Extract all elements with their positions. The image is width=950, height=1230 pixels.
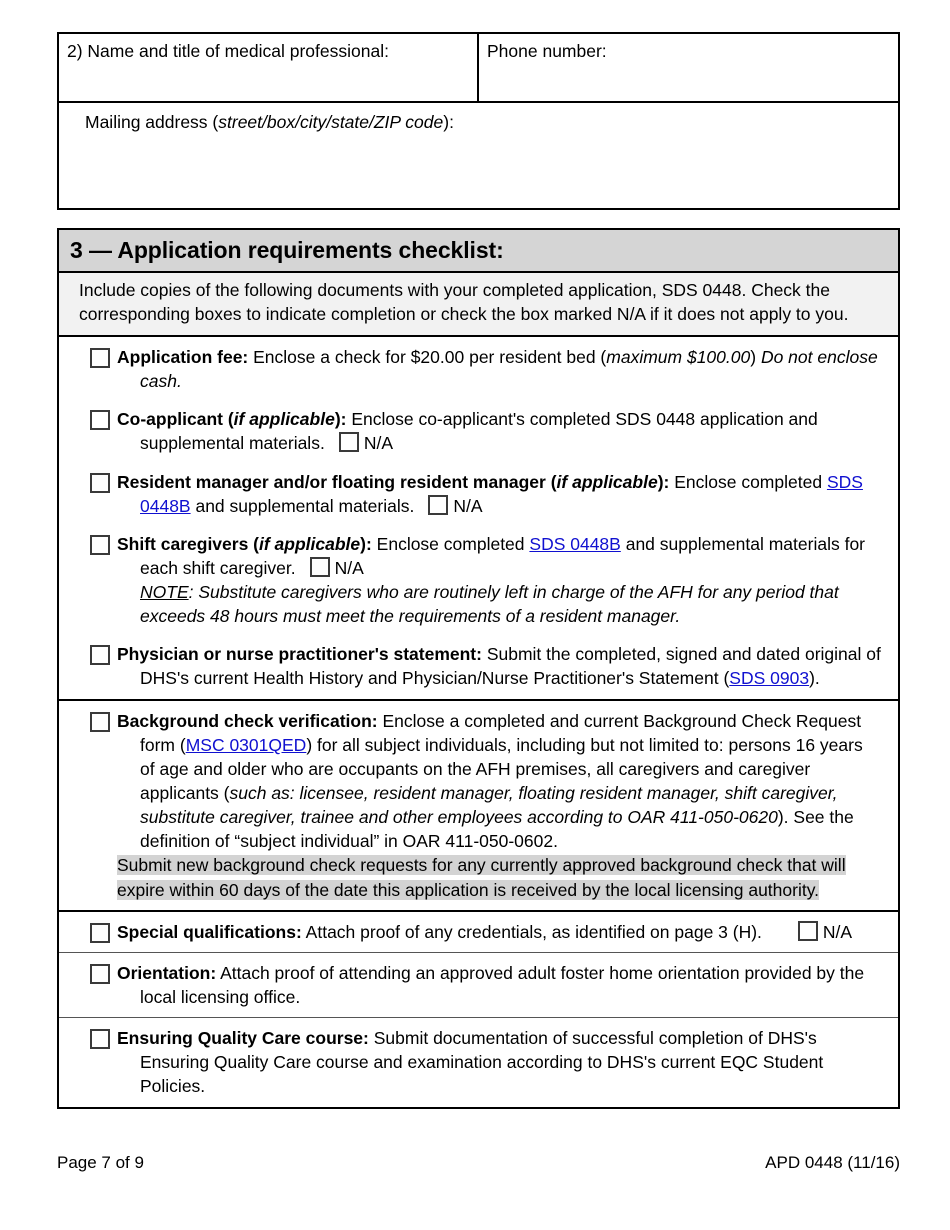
item-title-italic: if applicable	[233, 409, 335, 430]
checklist-item-background-check	[59, 709, 886, 902]
checklist-group-a	[59, 337, 898, 699]
page-footer	[57, 1153, 900, 1173]
checkbox-orientation[interactable]	[90, 964, 110, 984]
item-title-part-2: ):	[360, 533, 372, 554]
checklist-item-text	[117, 532, 882, 629]
checklist-item-co-applicant	[59, 407, 886, 455]
item-title: Application fee:	[117, 346, 249, 367]
item-text-part-2: ).	[809, 668, 820, 689]
link-sds-0448b[interactable]: SDS 0448B	[140, 471, 863, 516]
checkbox-na-shift-caregivers[interactable]	[310, 557, 330, 577]
link-sds-0448b[interactable]: SDS 0448B	[529, 533, 621, 554]
checklist-item-text	[117, 470, 882, 518]
checkbox-physician-statement[interactable]	[90, 645, 110, 665]
checkbox-special-qualifications[interactable]	[90, 923, 110, 943]
mailing-address-prefix: Mailing address (	[85, 112, 219, 132]
link-sds-0903[interactable]: SDS 0903	[729, 668, 810, 689]
mailing-address-suffix: ):	[443, 112, 454, 132]
checklist-item-ensuring-quality-care	[59, 1026, 886, 1098]
checkbox-shift-caregivers[interactable]	[90, 535, 110, 555]
item-title: Ensuring Quality Care course:	[117, 1028, 369, 1049]
item-title-part-2: ):	[657, 471, 670, 492]
item-text-part-2: and supplemental materials.	[190, 495, 415, 516]
checklist-group-background-check	[59, 699, 898, 910]
na-label: N/A	[453, 495, 483, 516]
checklist-item-text	[117, 345, 882, 393]
field-name-and-title-label: 2) Name and title of medical professional:	[67, 41, 389, 61]
item-title: Physician or nurse practitioner's statement:	[117, 644, 482, 665]
note-label: NOTE	[140, 582, 189, 603]
background-check-highlight-line	[117, 853, 882, 901]
checklist-item-text	[117, 920, 882, 944]
field-phone-number-cell[interactable]	[479, 34, 898, 101]
checklist-item-resident-manager	[59, 470, 886, 518]
checklist-item-application-fee	[59, 345, 886, 393]
checklist-item-text	[117, 1026, 882, 1098]
form-identifier: APD 0448 (11/16)	[765, 1153, 900, 1172]
item-title: Background check verification:	[117, 710, 378, 731]
item-title: Special qualifications:	[117, 921, 302, 942]
item-text-part-2: ) for all subject individuals, including but not limited to: persons 16 years of age and older who are occupants on the AFH premises, all caregivers and caregiver applicants (	[140, 734, 863, 804]
application-requirements-checklist-section	[57, 228, 900, 1109]
item-text-part-1: Enclose completed	[371, 533, 530, 554]
checkbox-background-check[interactable]	[90, 712, 110, 732]
item-text-italic: such as: licensee, resident manager, floating resident manager, shift caregiver, substitute caregiver, trainee and other employees according to OAR 411-050-0620	[140, 783, 838, 828]
item-text-italic-2: Do not enclose cash.	[140, 346, 878, 392]
item-text-part-1: Enclose completed	[669, 471, 827, 492]
checklist-item-special-qualifications	[59, 920, 886, 944]
checklist-item-shift-caregivers	[59, 532, 886, 629]
item-text: Submit documentation of successful completion of DHS's Ensuring Quality Care course and examination according to DHS's current EQC Student Policies.	[140, 1028, 824, 1097]
checklist-group-ensuring-quality-care	[59, 1017, 898, 1106]
field-phone-number-label: Phone number:	[487, 41, 607, 61]
na-label: N/A	[363, 433, 393, 454]
item-title-part-1: Co-applicant (	[117, 409, 234, 430]
checkbox-application-fee[interactable]	[90, 348, 110, 368]
item-text: Attach proof of any credentials, as identified on page 3 (H).	[301, 921, 762, 942]
link-msc-0301qed[interactable]: MSC 0301QED	[185, 734, 307, 755]
item-title-part-1: Shift caregivers (	[117, 533, 259, 554]
page-number: Page 7 of 9	[57, 1153, 144, 1172]
checklist-group-special-qualifications	[59, 910, 898, 952]
item-text-part-3: ). See the definition of “subject individual” in OAR 411-050-0602.	[140, 807, 854, 852]
item-title-part-1: Resident manager and/or floating resident manager (	[117, 471, 557, 492]
item-text: Enclose co-applicant's completed SDS 0448 application and supplemental materials.	[140, 409, 818, 454]
checkbox-co-applicant[interactable]	[90, 410, 110, 430]
item-text-part-1: Submit the completed, signed and dated original of DHS's current Health History and Physician/Nurse Practitioner's Statement (	[140, 644, 881, 689]
medical-professional-table	[57, 32, 900, 210]
checkbox-na-special-qualifications[interactable]	[798, 921, 818, 941]
item-text-part-1: Enclose a check for $20.00 per resident bed (	[248, 346, 607, 367]
item-text-part-2: and supplemental materials for each shift caregiver.	[140, 533, 865, 578]
highlighted-text: Submit new background check requests for any currently approved background check that will expire within 60 days of the date this application is received by the local licensing authority.	[117, 855, 846, 900]
section-3-header	[59, 230, 898, 273]
checklist-item-text	[117, 407, 882, 455]
checklist-item-orientation	[59, 961, 886, 1009]
note-text: : Substitute caregivers who are routinely left in charge of the AFH for any period that exceeds 48 hours must meet the requirements of a resident manager.	[140, 582, 839, 627]
item-title-italic: if applicable	[259, 533, 361, 554]
checklist-item-physician-statement	[59, 642, 886, 690]
item-text-part-2: )	[750, 346, 761, 367]
checkbox-na-resident-manager[interactable]	[428, 495, 448, 515]
checkbox-na-co-applicant[interactable]	[339, 432, 359, 452]
section-3-instructions	[59, 273, 898, 337]
checkbox-resident-manager[interactable]	[90, 473, 110, 493]
table-row	[59, 34, 898, 103]
section-3-instructions-text: Include copies of the following documents with your completed application, SDS 0448. Check the corresponding boxes to indicate completion or check the box marked N/A if it does not apply to you.	[79, 280, 849, 324]
field-name-and-title-cell[interactable]	[59, 34, 479, 101]
mailing-address-format-hint: street/box/city/state/ZIP code	[218, 112, 444, 132]
item-title-italic: if applicable	[556, 471, 658, 492]
field-mailing-address-cell[interactable]	[59, 103, 898, 208]
na-label: N/A	[334, 557, 364, 578]
na-label: N/A	[822, 921, 853, 942]
item-text-italic-1: maximum $100.00	[606, 346, 751, 367]
item-title: Orientation:	[117, 962, 217, 983]
checklist-group-orientation	[59, 952, 898, 1017]
checklist-item-text	[117, 642, 882, 690]
item-title-part-2: ):	[334, 409, 347, 430]
checklist-item-text	[117, 709, 882, 854]
section-3-title: 3 — Application requirements checklist:	[70, 237, 504, 263]
item-text-part-1: Enclose a completed and current Background Check Request form (	[140, 710, 862, 755]
item-text: Attach proof of attending an approved adult foster home orientation provided by the local licensing office.	[140, 962, 865, 1008]
checkbox-ensuring-quality-care[interactable]	[90, 1029, 110, 1049]
checklist-item-text	[117, 961, 882, 1009]
table-row	[59, 103, 898, 208]
